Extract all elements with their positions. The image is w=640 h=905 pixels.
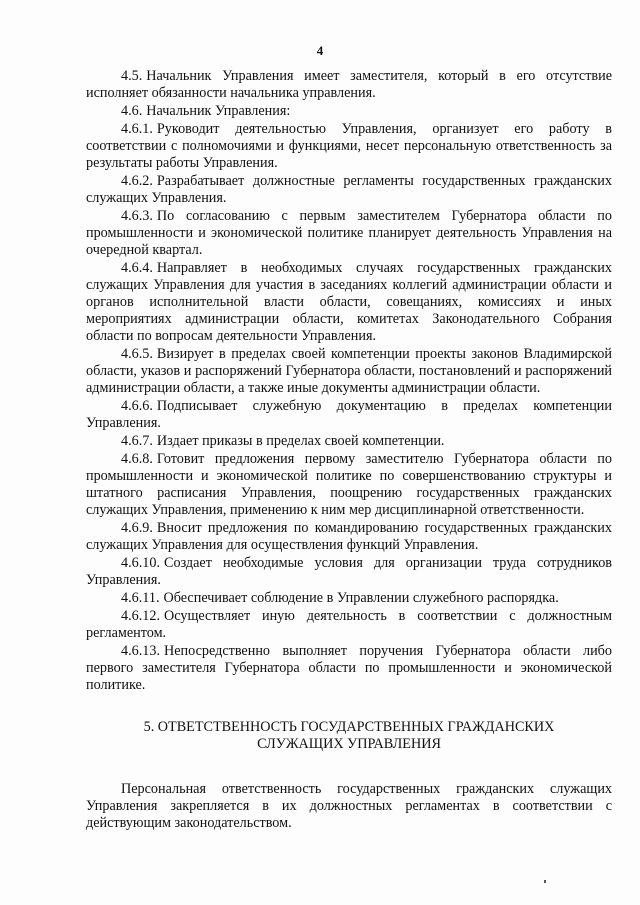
- clause-text: Направляет в необходимых случаях государственных гражданских служащих Управления для участия в заседаниях коллегий администрации области и органов исполнительной власти области, совещаниях, комиссиях и иных мероприятиях администрации области, комитетах Законодательного Собрания области по вопросам деятельности Управления.: [86, 260, 612, 344]
- clause-text: Визирует в пределах своей компетенции проекты законов Владимирской области, указов и распоряжений Губернатора области, постановлений и распоряжений администрации области, а также иные документы администрации области.: [86, 346, 612, 396]
- paragraph-list: [86, 68, 612, 694]
- clause-text: Осуществляет иную деятельность в соответствии с должностным регламентом.: [86, 608, 612, 641]
- clause-number: 4.6.5.: [121, 346, 153, 362]
- clause-text: Начальник Управления имеет заместителя, который в его отсутствие исполняет обязанности начальника управления.: [86, 68, 612, 101]
- clause-text: Начальник Управления:: [146, 103, 291, 119]
- final-paragraph: Персональная ответственность государственных гражданских служащих Управления закрепляется в их должностных регламентах в соответствии с действующим законодательством.: [86, 781, 612, 831]
- clause-number: 4.6.13.: [121, 643, 161, 659]
- clause-paragraph: [86, 121, 612, 172]
- clause-text: Готовит предложения первому заместителю Губернатора области по промышленности и экономической политике по совершенствованию структуры и штатного расписания Управления, поощрению государственных гражданских служащих Управления, применению к ним мер дисциплинарной ответственности.: [86, 451, 612, 518]
- clause-paragraph: [86, 173, 612, 207]
- clause-paragraph: [86, 520, 612, 554]
- clause-text: Издает приказы в пределах своей компетенции.: [156, 433, 445, 449]
- clause-text: По согласованию с первым заместителем Губернатора области по промышленности и экономической политике планирует деятельность Управления на очередной квартал.: [86, 208, 612, 258]
- clause-text: Руководит деятельностью Управления, организует его работу в соответствии с полномочиями и функциями, несет персональную ответственность за результаты работы Управления.: [86, 121, 612, 171]
- clause-number: 4.6.11.: [121, 590, 160, 606]
- clause-paragraph: [86, 643, 612, 694]
- clause-paragraph: [86, 68, 612, 102]
- clause-paragraph: [86, 346, 612, 397]
- clause-number: 4.6.8.: [121, 451, 153, 467]
- clause-paragraph: [86, 451, 612, 519]
- clause-paragraph: [86, 398, 612, 432]
- document-body: [86, 68, 612, 832]
- clause-paragraph: [86, 555, 612, 589]
- clause-number: 4.6.7.: [121, 433, 153, 449]
- clause-text: Разрабатывает должностные регламенты государственных гражданских служащих Управления.: [86, 173, 612, 206]
- clause-text: Непосредственно выполняет поручения Губернатора области либо первого заместителя Губернатора области по промышленности и экономической политике.: [86, 643, 612, 693]
- clause-paragraph: [86, 433, 612, 450]
- page-number: 4: [316, 43, 324, 58]
- clause-number: 4.6.12.: [121, 608, 161, 624]
- clause-number: 4.6.10.: [121, 555, 161, 571]
- clause-number: 4.6.6.: [121, 398, 153, 414]
- clause-paragraph: [86, 590, 612, 607]
- clause-paragraph: [86, 260, 612, 345]
- clause-number: 4.6.4.: [121, 260, 153, 276]
- clause-paragraph: [86, 103, 612, 120]
- clause-paragraph: [86, 608, 612, 642]
- clause-number: 4.6.1.: [121, 121, 153, 137]
- section-heading: 5. ОТВЕТСТВЕННОСТЬ ГОСУДАРСТВЕННЫХ ГРАЖДАНСКИХ СЛУЖАЩИХ УПРАВЛЕНИЯ: [143, 719, 555, 752]
- clause-text: Вносит предложения по командированию государственных гражданских служащих Управления для осуществления функций Управления.: [86, 520, 612, 553]
- clause-number: 4.6.9.: [121, 520, 153, 536]
- clause-paragraph: [86, 208, 612, 259]
- clause-text: Подписывает служебную документацию в пределах компетенции Управления.: [86, 398, 612, 431]
- clause-text: Создает необходимые условия для организации труда сотрудников Управления.: [86, 555, 612, 588]
- clause-number: 4.6.2.: [121, 173, 153, 189]
- clause-number: 4.5.: [121, 68, 143, 84]
- clause-text: Обеспечивает соблюдение в Управлении служебного распорядка.: [163, 590, 559, 606]
- clause-number: 4.6.3.: [121, 208, 153, 224]
- scan-speck: [544, 880, 546, 883]
- clause-number: 4.6.: [121, 103, 143, 119]
